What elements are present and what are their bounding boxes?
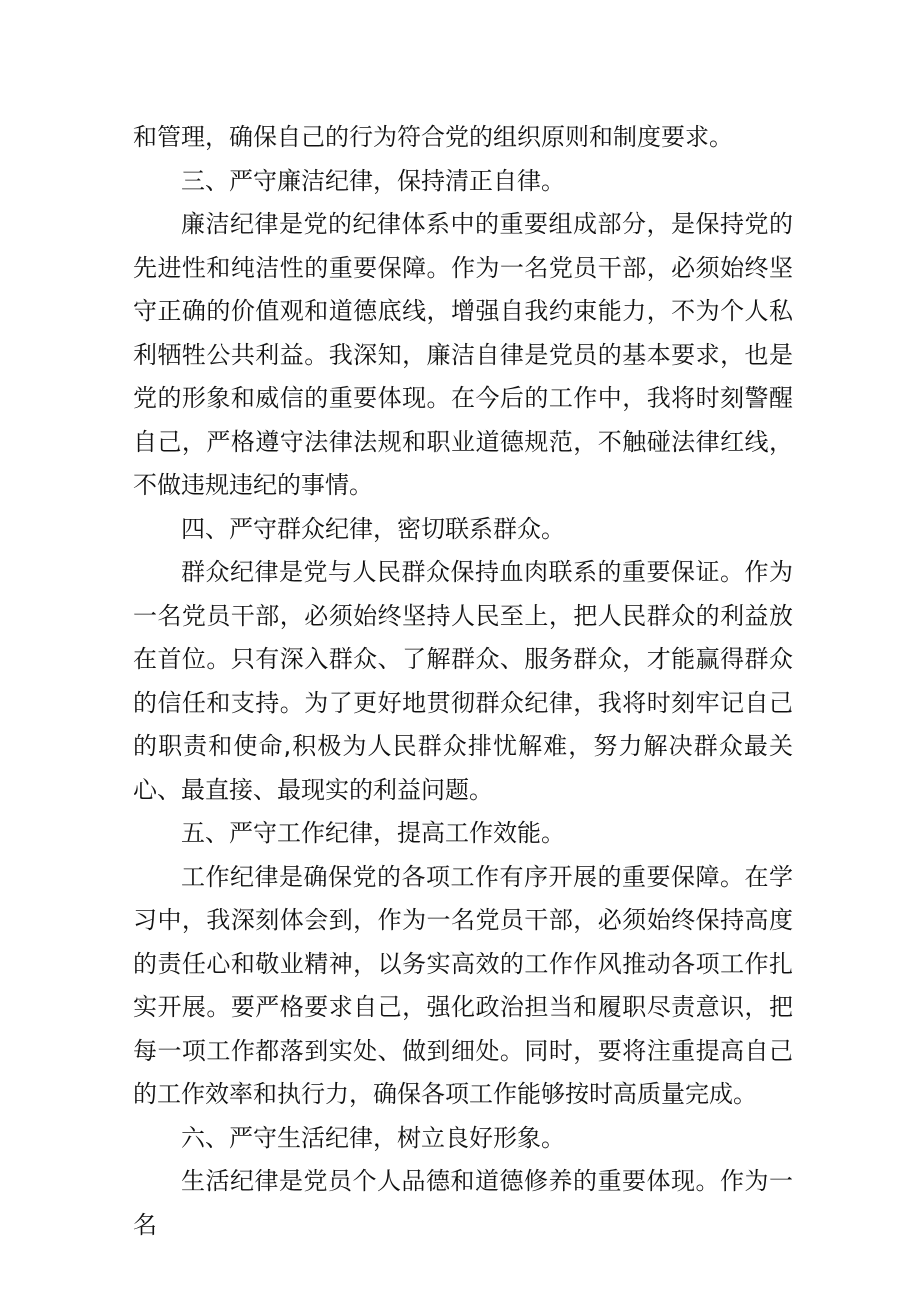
paragraph-integrity: 廉洁纪律是党的纪律体系中的重要组成部分，是保持党的先进性和纯洁性的重要保障。作为一名党员干部，必须始终坚守正确的价值观和道德底线，增强自我约束能力，不为个人私利牺牲公共利益。我深知，廉洁自律是党员的基本要求，也是党的形象和威信的重要体现。在今后的工作中，我将时刻警醒自己，严格遵守法律法规和职业道德规范，不触碰法律红线，不做违规违纪的事情。 [133,210,793,499]
paragraph-masses: 群众纪律是党与人民群众保持血肉联系的重要保证。作为一名党员干部，必须始终坚持人民至上，把人民群众的利益放在首位。只有深入群众、了解群众、服务群众，才能赢得群众的信任和支持。为了更好地贯彻群众纪律，我将时刻牢记自己的职责和使命,积极为人民群众排忧解难，努力解决群众最关心、最直接、最现实的利益问题。 [133,558,793,804]
paragraph-continued: 和管理，确保自己的行为符合党的组织原则和制度要求。 [133,123,733,151]
document-body [133,116,793,1247]
section-heading-5: 五、严守工作纪律，提高工作效能。 [181,819,565,847]
section-heading-4: 四、严守群众纪律，密切联系群众。 [181,514,565,543]
paragraph-life: 生活纪律是党员个人品德和道德修养的重要体现。作为一名 [133,1167,793,1239]
section-heading-6: 六、严守生活纪律，树立良好形象。 [181,1123,565,1152]
paragraph-work: 工作纪律是确保党的各项工作有序开展的重要保障。在学习中，我深刻体会到，作为一名党员干部，必须始终保持高度的责任心和敬业精神，以务实高效的工作作风推动各项工作扎实开展。要严格要求自己，强化政治担当和履职尽责意识，把每一项工作都落到实处、做到细处。同时，要将注重提高自己的工作效率和执行力，确保各项工作能够按时高质量完成。 [133,862,793,1108]
section-heading-3: 三、严守廉洁纪律，保持清正自律。 [181,166,565,195]
